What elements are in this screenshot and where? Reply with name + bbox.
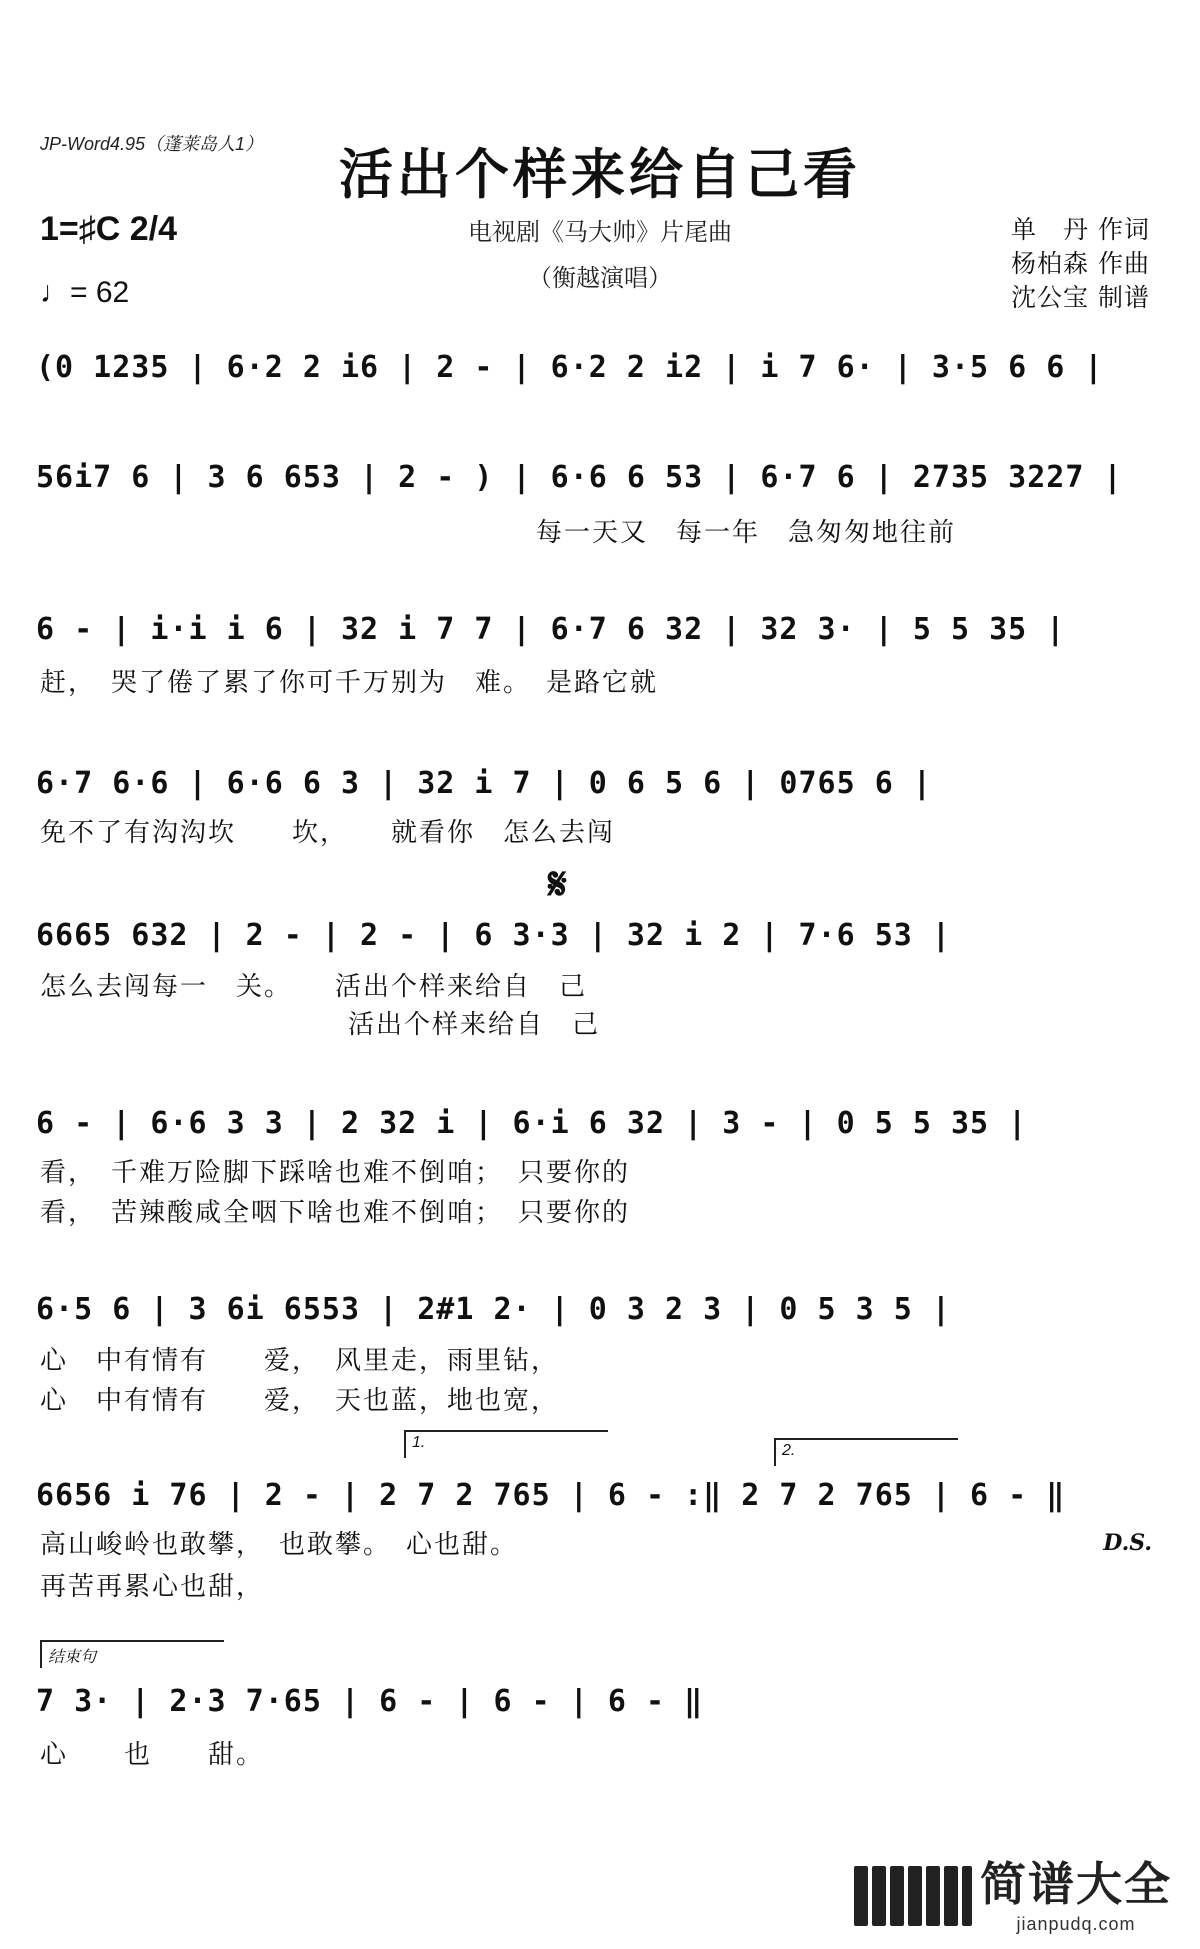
lyric-row-8-verse-2: 再苦再累心也甜， — [40, 1572, 265, 1602]
key-signature: 1=♯C 2/4 — [40, 210, 178, 248]
singer-credit: （衡越演唱） — [528, 264, 672, 292]
score-row-2: 56i7 6 | 3 6 653 | 2 - ) | 6·6 6 53 | 6·7 6 | 2735 3227 | — [36, 460, 1123, 495]
score-row-3: 6 - | i·i i 6 | 32 i 7 7 | 6·7 6 32 | 32 3· | 5 5 35 | — [36, 612, 1066, 647]
ds-marking: D.S. — [1103, 1530, 1152, 1556]
tempo-marking: ♩= 62 — [40, 276, 130, 309]
lyric-row-6-verse-2: 看， 苦辣酸咸全咽下啥也难不倒咱； 只要你的 — [40, 1198, 631, 1228]
score-row-4: 6·7 6·6 | 6·6 6 3 | 32 i 7 | 0 6 5 6 | 0765 6 | — [36, 766, 932, 801]
score-row-8: 6656 i 76 | 2 - | 2 7 2 765 | 6 - :‖ 2 7 2 765 | 6 - ‖ — [36, 1478, 1066, 1513]
site-watermark — [854, 1848, 1172, 1935]
lyric-row-6-verse-1: 看， 千难万险脚下踩啥也难不倒咱； 只要你的 — [40, 1158, 631, 1188]
segno-sign: 𝄋 — [548, 860, 567, 909]
coda-bracket: 结束句 — [40, 1640, 224, 1668]
song-title: 活出个样来给自己看 — [339, 142, 861, 206]
volta-2: 2. — [774, 1438, 958, 1466]
composer-credit: 杨柏森 作曲 — [1011, 249, 1150, 278]
lyric-row-4: 免不了有沟沟坎 坎， 就看你 怎么去闯 — [40, 818, 616, 848]
score-row-6: 6 - | 6·6 3 3 | 2 32 i | 6·i 6 32 | 3 - | 0 5 5 35 | — [36, 1106, 1028, 1141]
score-row-9: 7 3· | 2·3 7·65 | 6 - | 6 - | 6 - ‖ — [36, 1684, 704, 1719]
lyric-row-5-verse-1: 怎么去闯每一 关。 活出个样来给自 己 — [40, 972, 588, 1002]
piano-icon — [854, 1858, 974, 1926]
watermark-title: 简谱大全 — [980, 1857, 1172, 1911]
song-subtitle: 电视剧《马大帅》片尾曲 — [468, 218, 732, 246]
lyricist-credit: 单 丹 作词 — [1011, 215, 1150, 244]
software-version: JP-Word4.95（蓬莱岛人1） — [40, 134, 264, 154]
lyric-row-7-verse-2: 心 中有情有 爱， 天也蓝，地也宽， — [40, 1386, 560, 1416]
score-row-5: 6665 632 | 2 - | 2 - | 6 3·3 | 32 i 2 | 7·6 53 | — [36, 918, 951, 953]
volta-1: 1. — [404, 1430, 608, 1458]
score-row-1: (0 1235 | 6·2 2 i6 | 2 - | 6·2 2 i2 | i 7 6· | 3·5 6 6 | — [36, 350, 1104, 385]
lyric-row-2: 每一天又 每一年 急匆匆地往前 — [536, 518, 957, 548]
watermark-url: jianpudq.com — [1016, 1914, 1136, 1934]
lyric-row-7-verse-1: 心 中有情有 爱， 风里走，雨里钻， — [40, 1346, 560, 1376]
lyric-row-3: 赶， 哭了倦了累了你可千万别为 难。 是路它就 — [40, 668, 659, 698]
lyric-row-9: 心 也 甜。 — [40, 1740, 265, 1770]
transcriber-credit: 沈公宝 制谱 — [1011, 283, 1150, 312]
lyric-row-8-verse-1: 高山峻岭也敢攀， 也敢攀。 心也甜。 — [40, 1530, 519, 1560]
score-row-7: 6·5 6 | 3 6i 6553 | 2#1 2· | 0 3 2 3 | 0 5 3 5 | — [36, 1292, 951, 1327]
lyric-row-5-verse-2: 活出个样来给自 己 — [40, 1010, 601, 1040]
